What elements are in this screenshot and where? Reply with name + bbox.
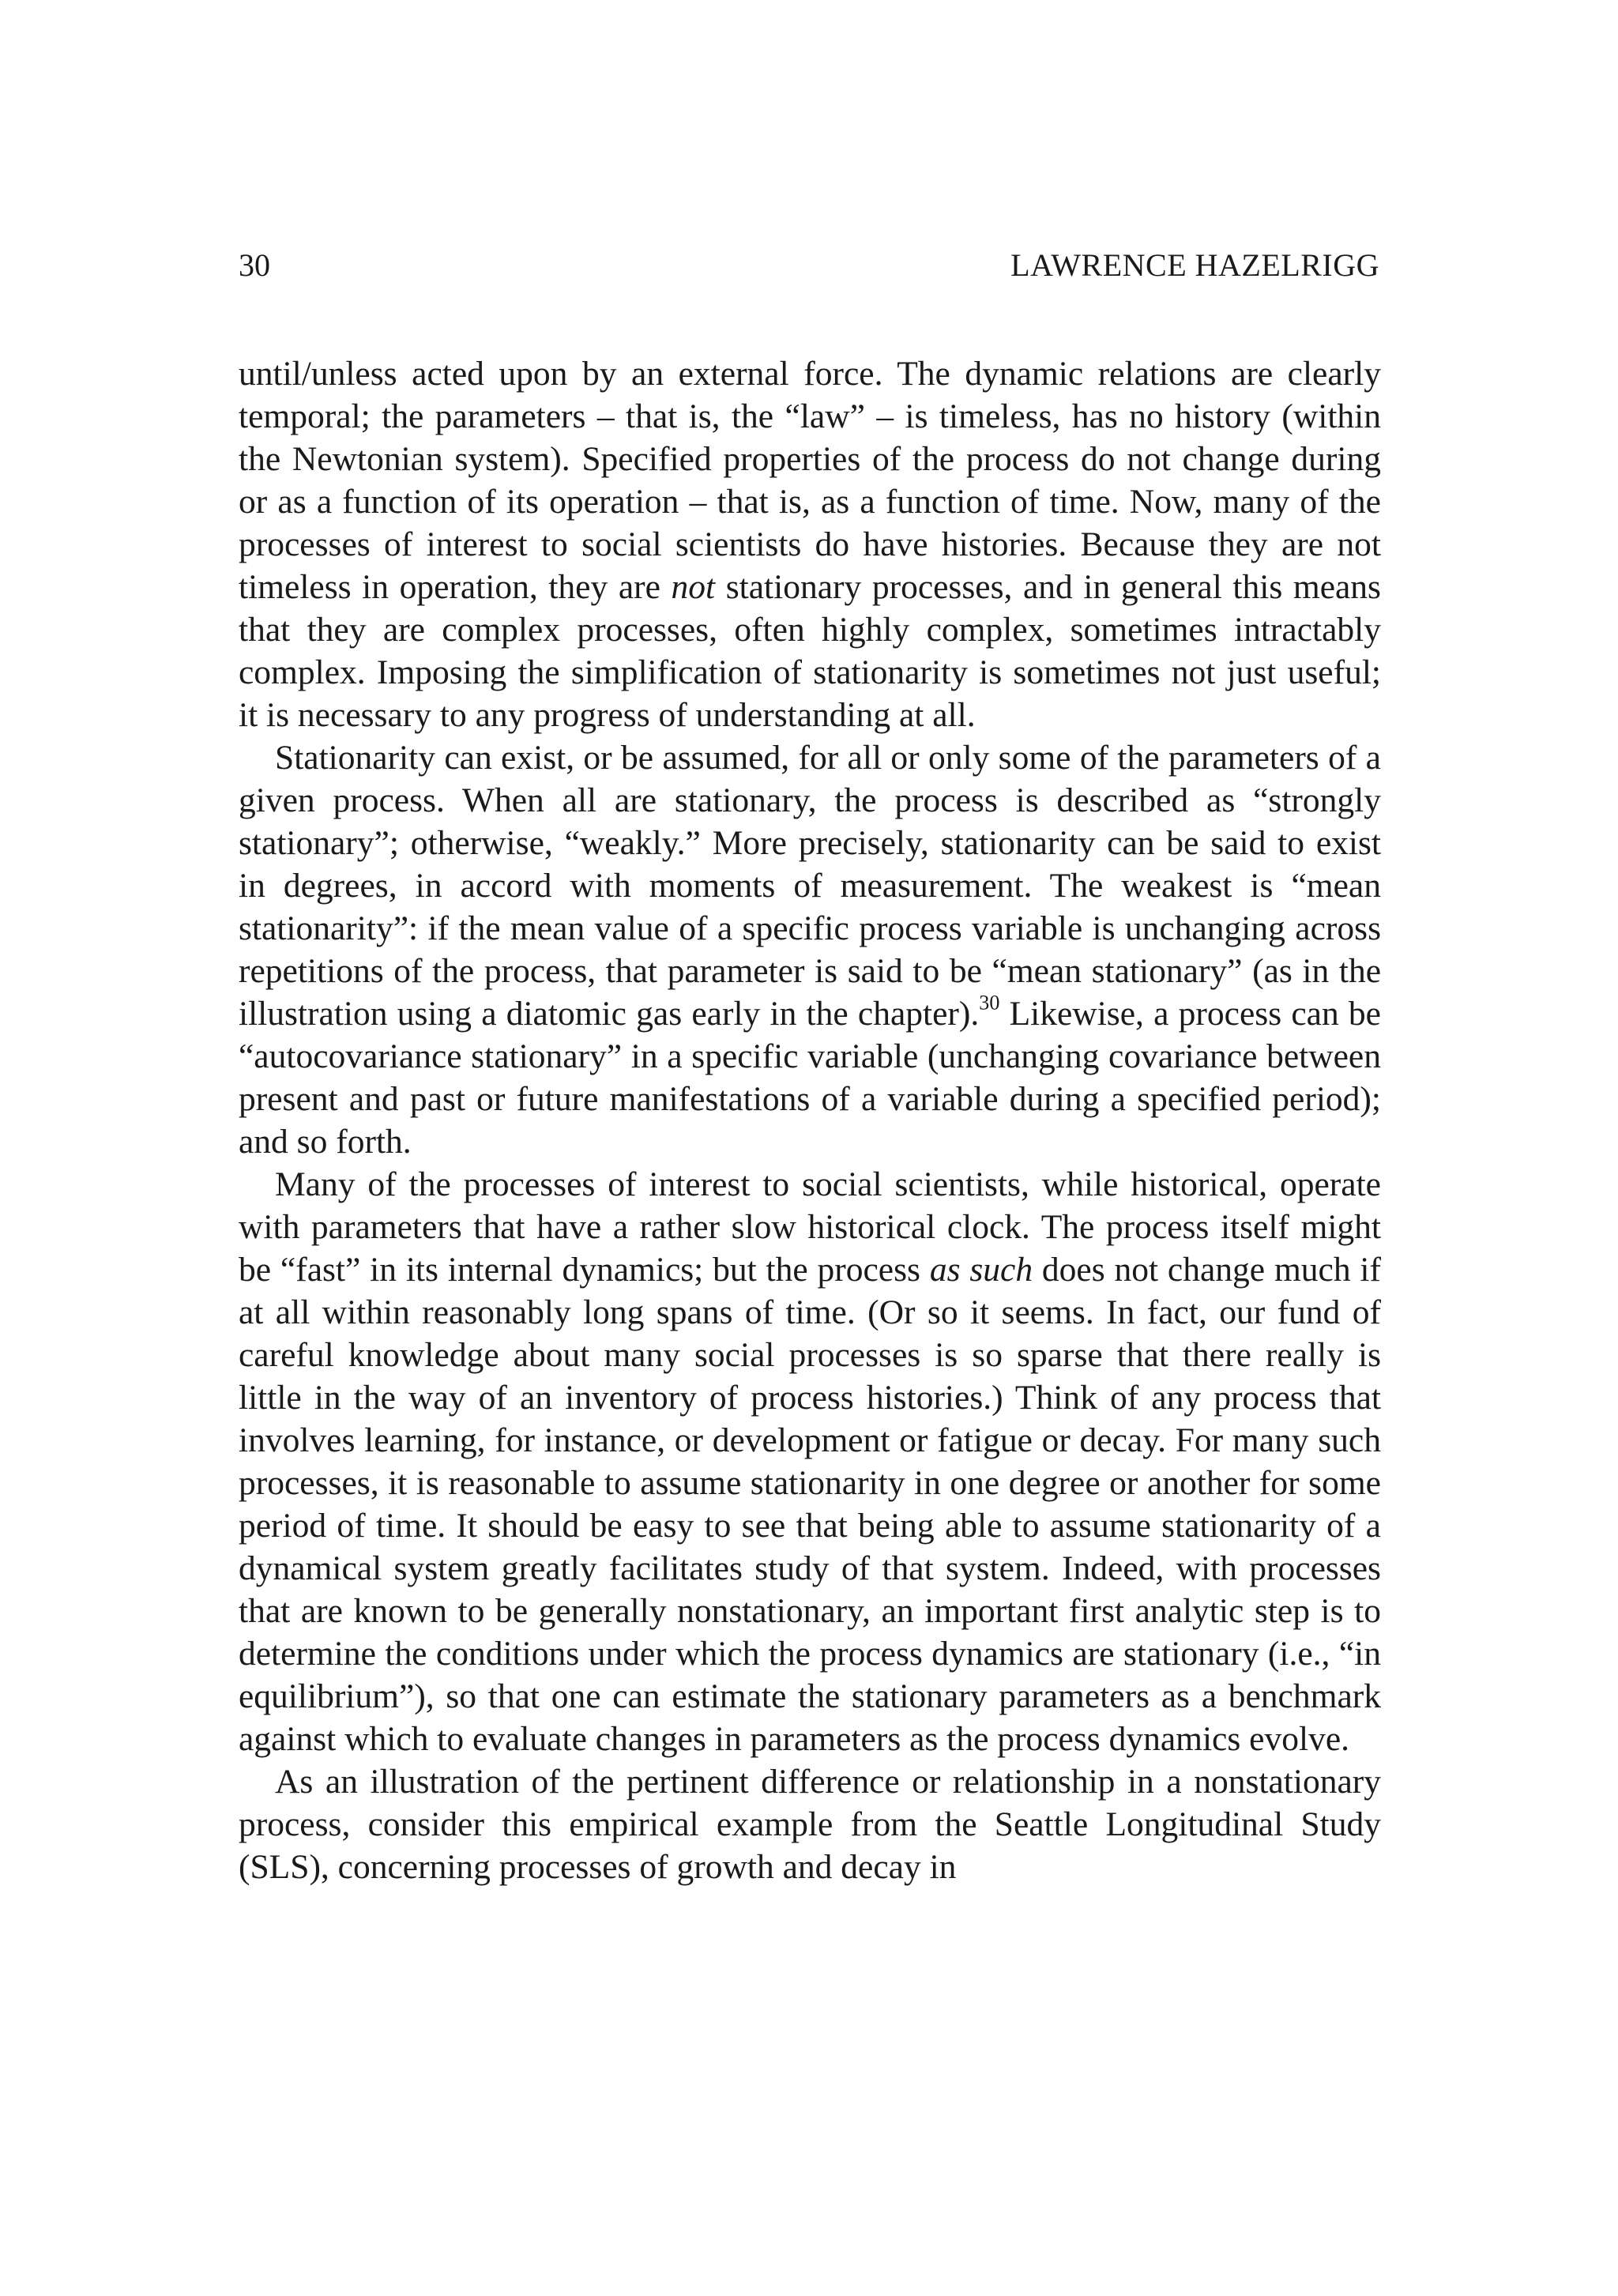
page-number: 30 bbox=[239, 247, 270, 283]
page-header bbox=[239, 243, 1379, 288]
running-head: LAWRENCE HAZELRIGG bbox=[1010, 247, 1379, 283]
footnote-marker-30[interactable]: 30 bbox=[979, 991, 1000, 1014]
paragraph-2-text-b: Likewise, a process can be “autocovariance stationary” in a specific variable (unchanging covariance between present and past or future manifestations of a variable during a specified period); and so forth. bbox=[239, 995, 1381, 1161]
paragraph-3 bbox=[239, 1163, 1381, 1760]
paragraph-2 bbox=[239, 736, 1381, 1163]
paragraph-4-text-a: As an illustration of the pertinent difference or relationship in a nonstationary process, consider this empirical example from the Seattle Longitudinal Study (SLS), concerning processes of growth and decay in bbox=[239, 1763, 1381, 1886]
paragraph-1 bbox=[239, 352, 1381, 736]
paragraph-1-text-b: stationary processes, and in general this means that they are complex processes, often highly complex, sometimes intractably complex. Imposing the simplification of stationarity is sometimes not just useful; it is necessary to any progress of understanding at all. bbox=[239, 568, 1381, 734]
paragraph-3-text-a: Many of the processes of interest to social scientists, while historical, operate with parameters that have a rather slow historical clock. The process itself might be “fast” in its internal dynamics; but the process bbox=[239, 1165, 1381, 1289]
body-text bbox=[239, 352, 1381, 1888]
paragraph-2-text-a: Stationarity can exist, or be assumed, for all or only some of the parameters of a given process. When all are stationary, the process is described as “strongly stationary”; otherwise, “weakly.” More precisely, stationarity can be said to exist in degrees, in accord with moments of measurement. The weakest is “mean stationarity”: if the mean value of a specific process variable is unchanging across repetitions of the process, that parameter is said to be “mean stationary” (as in the illustration using a diatomic gas early in the chapter). bbox=[239, 739, 1381, 1033]
paragraph-1-text-a: until/unless acted upon by an external force. The dynamic relations are clearly temporal; the parameters – that is, the “law” – is timeless, has no history (within the Newtonian system). Specified properties of the process do not change during or as a function of its operation – that is, as a function of time. Now, many of the processes of interest to social scientists do have histories. Because they are not timeless in operation, they are bbox=[239, 355, 1381, 606]
paragraph-1-emphasis: not bbox=[671, 568, 716, 606]
paragraph-4 bbox=[239, 1760, 1381, 1888]
paragraph-3-text-b: does not change much if at all within reasonably long spans of time. (Or so it seems. In fact, our fund of careful knowledge about many social processes is so sparse that there really is little in the way of an inventory of process histories.) Think of any process that involves learning, for instance, or development or fatigue or decay. For many such processes, it is reasonable to assume stationarity in one degree or another for some period of time. It should be easy to see that being able to assume stationarity of a dynamical system greatly facilitates study of that system. Indeed, with processes that are known to be generally nonstationary, an important first analytic step is to determine the conditions under which the process dynamics are stationary (i.e., “in equilibrium”), so that one can estimate the stationary parameters as a benchmark against which to evaluate changes in parameters as the process dynamics evolve. bbox=[239, 1251, 1382, 1758]
paragraph-3-emphasis: as such bbox=[929, 1251, 1033, 1289]
